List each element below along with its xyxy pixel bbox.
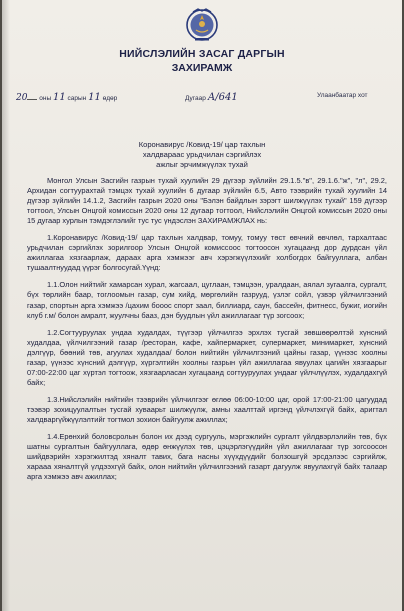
number-label: Дугаар [185, 95, 206, 102]
preamble-paragraph: Монгол Улсын Засгийн газрын тухай хуулийн 29 дүгээр зүйлийн 29.1.5."в", 29.1.6."ж", "л", 29.2, Архидан согтуурахтай тэмцэх тухай хуулийн 6 дугаар зүйлийн 6.5, Авто тээврийн тухай хуулийн 14 дүгээр зүйлийн 14.1.2, Засгийн газрын 2020 оны "Бэлэн байдлын зэрэгт шилжүүлэх тухай" 159 дүгээр тогтоол, Улсын Онцгой комиссын 2020 оны 12 дугаар тогтоол, Нийслэлийн Онцгой комиссын 2020 оны 15 дугаар хурлын тэмдэглэлийг тус тус үндэслэн ЗАХИРАМЖЛАХ нь: [27, 176, 387, 226]
document-title [2, 140, 402, 170]
year-handwritten: 20 [16, 93, 28, 103]
issue-city: Улаанбаатар хот [317, 92, 368, 99]
month-handwritten: 11 [52, 92, 66, 103]
document-page [2, 0, 402, 611]
paragraph-1-3: 1.3.Нийслэлийн нийтийн тээврийн үйлчилгээг өглөө 06:00-10:00 цаг, орой 17:00-21:00 цагуудад тээвэр зохицуулалтын тусгай хуваарьт шилжүүлж, амны хаалттай иргэнд үйлчлэхгүй байх, аригтал халдваргүйжүүлэлтийг тогтмол зохион байгуулж ажиллах; [27, 394, 387, 424]
month-suffix: сарын [67, 95, 87, 102]
number-handwritten: А/641 [207, 92, 238, 103]
number-line [185, 92, 238, 103]
paragraph-1-4: 1.4.Ерөнхий боловсролын болон их дээд сургууль, мэргэжлийн сургалт үйлдвэрлэлийн төв, бүх шатны сургалтын байгууллага, өдөр өнжүүлэх төв, цэцэрлэгүүдийн үйл ажиллагааг түр зогсоосон шийдвэрийн хэрэгжилтэд хяналт тавих, бага насны хүүхдүүдийг болзошгүй эрсдэлээс сэргийлж, харааа хяналтгүй үлдээхгүй байх, олон нийтийн үйлчилгээний газарт дагуулж явуулахгүй байх талаар арга хэмжээ авч ажиллах; [27, 432, 387, 482]
title-line-1: Коронавирус /Ковид-19/ цар тахлын [138, 140, 266, 149]
year-suffix: оны [39, 95, 52, 102]
issuer-title: НИЙСЛЭЛИЙН ЗАСАГ ДАРГЫН [119, 48, 285, 60]
title-line-2: халдвараас урьдчилан сэргийлэх [142, 150, 262, 159]
date-line [16, 92, 117, 103]
document-type: ЗАХИРАМЖ [171, 62, 233, 74]
day-handwritten: 11 [88, 92, 101, 103]
day-suffix: өдөр [102, 95, 118, 102]
document-body [27, 176, 387, 489]
page-shadow [2, 0, 10, 611]
title-line-3: ажлыг эрчимжүүлэх тухай [156, 160, 248, 169]
state-emblem-icon [185, 6, 219, 42]
paragraph-1: 1.Коронавирус /Ковид-19/ цар тахлын халдвар, томуу, томуу төст өвчний өвчлөл, тархалтаас урьдчилан сэргийлэх зорилгоор Улсын Онцгой комиссоос тогтоосон хугацаанд дор дурдсан үйл ажиллагаа хязгаарлаж, дараах арга хэмжээг авч хэрэгжүүлэхийг холбогдох байгууллага, албан тушаалтнуудад үүрэг болгосугай.Үүнд: [27, 233, 387, 273]
paragraph-1-2: 1.2.Согтууруулах ундаа худалдах, түүгээр үйлчилгээ эрхлэх тусгай зөвшөөрөлтэй хүнсний худалдаа, үйлчилгээний газар /ресторан, кафе, хайпермаркет, супермаркет, минимаркет, хүнсний дэлгүүр, бөөний төв, агуулах худалдаа/ болон нийтийн үйлчилгээний цайны газар, үүнээс хоолны газар, үүнээс хүнсний дэлгүүр, хүргэлтийн хоолны газрын үйл ажиллагаа явуулах цагийн хязгаарыг 07:00-22:00 цаг хүртэл тогтоож, хязгаарласан хугацаанд согтууруулах ундааг үйлчлүүлэх, худалдахгүй байх; [27, 327, 387, 387]
paragraph-1-1: 1.1.Олон нийтийг хамарсан хурал, жагсаал, цуглаан, тэмцээн, уралдаан, аялал зугаалга, сургалт, бүх төрлийн баар, тоглоомын газар, сум хийд, мөргөлийн газрууд, үзлэг сойл, үзвэр үйлчилгээний газар, спортын арга хэмжээ /цахим бооос спорт заал, биллиард, саун, бассейн, фитнесс, бужиг, иогийн клуб г.м/ болон амралт, жуулчны бааз, дэн буудлын үйл ажиллагааг түр зогсоох; [27, 280, 387, 320]
